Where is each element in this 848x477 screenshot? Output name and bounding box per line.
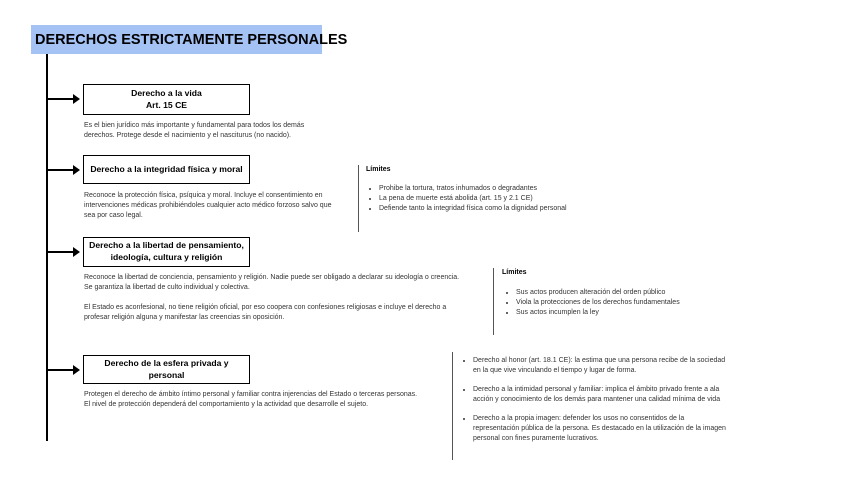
- limit-item: • La pena de muerte está abolida (art. 15 y 2.1 CE): [379, 194, 619, 204]
- description-paragraph: El nivel de protección dependerá del comportamiento y la actividad que desarrolle el sujeto.: [84, 401, 369, 408]
- arrow-right-icon: [48, 251, 78, 253]
- right-name-line: personal: [148, 369, 185, 380]
- description-paragraph: Protegen el derecho de ámbito íntimo personal y familiar contra injerencias del Estado o terceras personas.: [84, 391, 418, 398]
- limit-item: • Sus actos producen alteración del orden público: [516, 288, 736, 298]
- description-paragraph: Reconoce la libertad de conciencia, pensamiento y religión. Nadie puede ser obligado a declarar su ideología o creencia.: [84, 274, 460, 281]
- arrow-right-icon: [48, 169, 78, 171]
- right-name-line: Art. 15 CE: [145, 99, 188, 110]
- timeline-spine: [46, 54, 48, 441]
- description-paragraph: El Estado es aconfesional, no tiene religión oficial, por eso coopera con confesiones religiosas e incluye el derecho a profesar religión alguna y manifestar las creencias sin oposición.: [84, 304, 447, 321]
- right-name-line: Derecho de la esfera privada y: [104, 357, 229, 368]
- description-paragraph: Reconoce la protección física, psíquica y moral. Incluye el consentimiento en intervenciones médicas prohibiéndoles cualquier acto médico forzoso salvo que sea por caso legal.: [84, 192, 332, 219]
- detail-item: • Derecho a la propia imagen: defender los usos no consentidos de la representación pública de la persona. Es destacado en la utilización de la imagen personal con fines puramente lucrativos.: [473, 414, 729, 444]
- detail-item: • Derecho al honor (art. 18.1 CE): la estima que una persona recibe de la sociedad en la que vive vinculando el tiempo y lugar de forma.: [473, 356, 729, 376]
- right-description-integridad: [84, 191, 340, 221]
- limits-title: Límites: [502, 269, 527, 276]
- limits-divider: [358, 165, 359, 232]
- limit-item: • Prohibe la tortura, tratos inhumados o degradantes: [379, 184, 619, 194]
- limit-item: • Defiende tanto la integridad física como la dignidad personal: [379, 204, 619, 214]
- details-divider: [452, 352, 453, 460]
- right-description-vida: [84, 121, 334, 141]
- right-box-esfera-privada: [83, 355, 250, 384]
- right-name-line: Derecho a la libertad de pensamiento,: [89, 240, 244, 251]
- right-box-vida: [83, 84, 250, 115]
- right-box-libertad: [83, 237, 250, 267]
- right-description-libertad: [84, 273, 472, 323]
- right-box-integridad: [83, 155, 250, 184]
- description-paragraph: Se garantiza la libertad de culto individual y colectiva.: [84, 284, 250, 291]
- limits-divider: [493, 268, 494, 335]
- limit-item: • Viola la protecciones de los derechos fundamentales: [516, 298, 736, 308]
- limits-title: Límites: [366, 166, 391, 173]
- right-description-esfera-privada: [84, 390, 454, 410]
- detail-item: • Derecho a la intimidad personal y familiar: implica el ámbito privado frente a ala acción y conocimiento de los demás para mantener una calidad mínima de vida: [473, 385, 729, 405]
- description-paragraph: Es el bien jurídico más importante y fundamental para todos los demás derechos. Protege desde el nacimiento y el nasciturus (no nacido).: [84, 122, 305, 139]
- limits-list-libertad: [504, 288, 736, 318]
- right-name-line: Derecho a la integridad física y moral: [90, 163, 243, 174]
- limits-list-integridad: [367, 184, 619, 214]
- right-name-line: ideología, cultura y religión: [110, 252, 223, 262]
- description-spacer: [84, 293, 472, 303]
- arrow-right-icon: [48, 98, 78, 100]
- arrow-right-icon: [48, 369, 78, 371]
- right-name-line: Derecho a la vida: [131, 87, 202, 98]
- limit-item: • Sus actos incumplen la ley: [516, 308, 736, 318]
- details-list-esfera-privada: [461, 356, 729, 452]
- diagram-title: DERECHOS ESTRICTAMENTE PERSONALES: [31, 25, 322, 54]
